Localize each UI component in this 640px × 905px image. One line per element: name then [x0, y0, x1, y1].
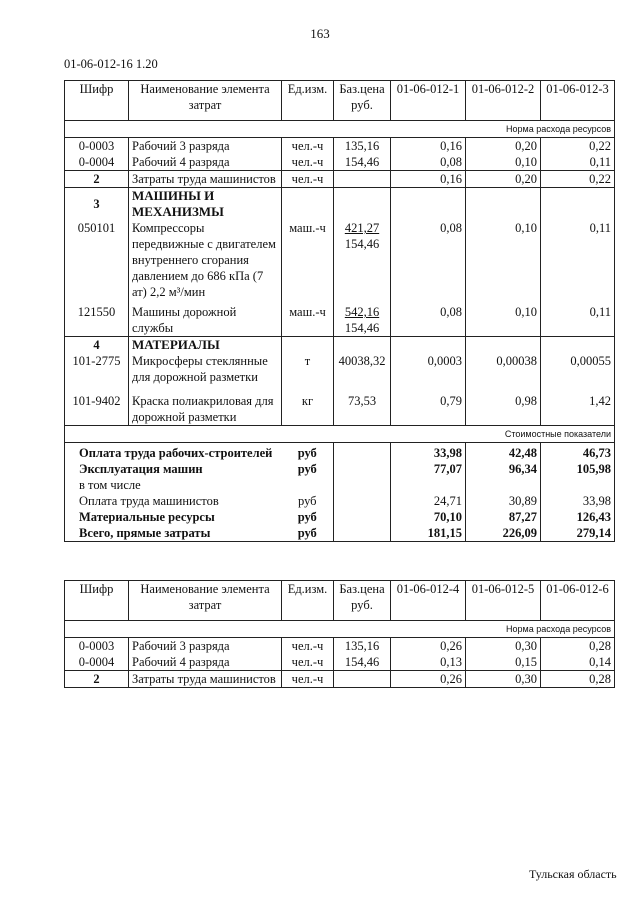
table-row — [65, 638, 615, 655]
resource-table-2 — [64, 580, 615, 688]
cost-label: Всего, прямые затраты — [65, 525, 282, 542]
row-unit: чел.-ч — [282, 671, 334, 688]
row-name: Рабочий 3 разряда — [129, 138, 282, 155]
section-code: 4 — [65, 337, 129, 354]
row-name: Микросферы стеклянные для дорожной разметки — [129, 353, 282, 393]
cost-value: 70,10 — [391, 509, 466, 525]
cost-row — [65, 493, 615, 509]
row-name: Затраты труда машинистов — [129, 171, 282, 188]
table-row — [65, 138, 615, 155]
table-row — [65, 220, 615, 304]
cost-value: 181,15 — [391, 525, 466, 542]
row-unit: маш.-ч — [282, 304, 334, 337]
row-value: 0,20 — [466, 138, 541, 155]
row-unit: чел.-ч — [282, 638, 334, 655]
row-price: 135,16 — [334, 638, 391, 655]
row-price — [334, 671, 391, 688]
region-label: Тульская область — [529, 867, 617, 881]
row-value: 0,26 — [391, 638, 466, 655]
row-name: Рабочий 4 разряда — [129, 654, 282, 671]
row-value: 0,08 — [391, 154, 466, 171]
cost-unit: руб — [282, 461, 334, 477]
norm-label-row — [65, 121, 615, 138]
cost-label: Материальные ресурсы — [65, 509, 282, 525]
row-unit: чел.-ч — [282, 171, 334, 188]
header-code: Шифр — [65, 81, 129, 121]
cost-value: 33,98 — [541, 493, 615, 509]
header-col-3: 01-06-012-3 — [541, 81, 615, 121]
cost-unit: руб — [282, 509, 334, 525]
row-unit: кг — [282, 393, 334, 426]
header-unit: Ед.изм. — [282, 81, 334, 121]
row-value: 0,26 — [391, 671, 466, 688]
norm-label: Норма расхода ресурсов — [65, 621, 615, 638]
section-title: МАШИНЫ И МЕХАНИЗМЫ — [129, 188, 282, 221]
table-row — [65, 353, 615, 393]
row-value: 0,22 — [541, 171, 615, 188]
cost-value: 105,98 — [541, 461, 615, 477]
table-header-row — [65, 81, 615, 121]
row-value: 0,16 — [391, 138, 466, 155]
cost-value: 30,89 — [466, 493, 541, 509]
cost-label: Стоимостные показатели — [65, 426, 615, 443]
section-row-machines — [65, 188, 615, 221]
table-row — [65, 171, 615, 188]
cost-row-total — [65, 525, 615, 542]
cost-value: 226,09 — [466, 525, 541, 542]
row-value: 0,08 — [391, 220, 466, 304]
row-code: 2 — [65, 671, 129, 688]
resource-table-1 — [64, 80, 615, 542]
row-value: 0,14 — [541, 654, 615, 671]
row-value: 0,11 — [541, 154, 615, 171]
row-price: 73,53 — [334, 393, 391, 426]
row-price — [334, 220, 391, 304]
cost-unit: руб — [282, 493, 334, 509]
row-value: 0,00038 — [466, 353, 541, 393]
row-value: 0,10 — [466, 154, 541, 171]
cost-value: 42,48 — [466, 443, 541, 462]
row-value: 0,13 — [391, 654, 466, 671]
row-value: 0,11 — [541, 304, 615, 337]
norm-label: Норма расхода ресурсов — [65, 121, 615, 138]
row-value: 0,15 — [466, 654, 541, 671]
row-code: 2 — [65, 171, 129, 188]
cost-label: в том числе — [65, 477, 282, 493]
header-col-5: 01-06-012-5 — [466, 581, 541, 621]
row-value: 0,30 — [466, 671, 541, 688]
row-value: 0,28 — [541, 671, 615, 688]
row-value: 0,98 — [466, 393, 541, 426]
row-name: Компрессоры передвижные с двигателем внутреннего сгорания давлением до 686 кПа (7 ат) 2,2 м³/мин — [129, 220, 282, 304]
row-code: 050101 — [65, 220, 129, 304]
row-code: 101-2775 — [65, 353, 129, 393]
row-value: 0,11 — [541, 220, 615, 304]
header-col-6: 01-06-012-6 — [541, 581, 615, 621]
row-value: 0,30 — [466, 638, 541, 655]
cost-label: Оплата труда рабочих-строителей — [65, 443, 282, 462]
row-price: 154,46 — [334, 154, 391, 171]
norm-label-row — [65, 621, 615, 638]
cost-row — [65, 461, 615, 477]
row-code: 0-0003 — [65, 638, 129, 655]
section-title: МАТЕРИАЛЫ — [129, 337, 282, 354]
row-value: 0,00055 — [541, 353, 615, 393]
cost-row — [65, 443, 615, 462]
cost-value: 77,07 — [391, 461, 466, 477]
header-price: Баз.цена руб. — [334, 581, 391, 621]
header-col-1: 01-06-012-1 — [391, 81, 466, 121]
cost-unit: руб — [282, 443, 334, 462]
cost-value: 87,27 — [466, 509, 541, 525]
price-machine: 421,27 — [344, 221, 380, 235]
table-row — [65, 154, 615, 171]
cost-row — [65, 509, 615, 525]
row-price: 154,46 — [334, 654, 391, 671]
row-value: 0,10 — [466, 304, 541, 337]
row-unit: чел.-ч — [282, 654, 334, 671]
row-value: 0,79 — [391, 393, 466, 426]
cost-value: 24,71 — [391, 493, 466, 509]
table-row — [65, 654, 615, 671]
price-operator: 154,46 — [344, 237, 380, 251]
cost-label-row — [65, 426, 615, 443]
price-machine: 542,16 — [344, 305, 380, 319]
row-code: 101-9402 — [65, 393, 129, 426]
header-col-4: 01-06-012-4 — [391, 581, 466, 621]
header-col-2: 01-06-012-2 — [466, 81, 541, 121]
row-code: 121550 — [65, 304, 129, 337]
row-value: 0,16 — [391, 171, 466, 188]
header-code: Шифр — [65, 581, 129, 621]
row-price: 135,16 — [334, 138, 391, 155]
cost-value: 33,98 — [391, 443, 466, 462]
cost-label: Эксплуатация машин — [65, 461, 282, 477]
row-price — [334, 304, 391, 337]
header-name: Наименование элемента затрат — [129, 81, 282, 121]
row-value: 1,42 — [541, 393, 615, 426]
row-unit: чел.-ч — [282, 138, 334, 155]
row-value: 0,08 — [391, 304, 466, 337]
table-header-row — [65, 581, 615, 621]
row-name: Машины дорожной службы — [129, 304, 282, 337]
cost-row — [65, 477, 615, 493]
row-unit: т — [282, 353, 334, 393]
row-price — [334, 171, 391, 188]
document-code: 01-06-012-16 1.20 — [64, 57, 158, 71]
cost-value: 279,14 — [541, 525, 615, 542]
table-row — [65, 393, 615, 426]
cost-unit: руб — [282, 525, 334, 542]
row-code: 0-0003 — [65, 138, 129, 155]
cost-value: 126,43 — [541, 509, 615, 525]
row-unit: маш.-ч — [282, 220, 334, 304]
section-code: 3 — [65, 188, 129, 221]
row-name: Рабочий 3 разряда — [129, 638, 282, 655]
header-name: Наименование элемента затрат — [129, 581, 282, 621]
row-name: Краска полиакриловая для дорожной разметки — [129, 393, 282, 426]
row-value: 0,22 — [541, 138, 615, 155]
row-value: 0,10 — [466, 220, 541, 304]
table-row — [65, 304, 615, 337]
row-unit: чел.-ч — [282, 154, 334, 171]
row-name: Затраты труда машинистов — [129, 671, 282, 688]
table-row — [65, 671, 615, 688]
row-price: 40038,32 — [334, 353, 391, 393]
section-row-materials — [65, 337, 615, 354]
page-number: 163 — [310, 26, 330, 41]
price-operator: 154,46 — [344, 321, 380, 335]
header-price: Баз.цена руб. — [334, 81, 391, 121]
cost-label: Оплата труда машинистов — [65, 493, 282, 509]
row-code: 0-0004 — [65, 154, 129, 171]
row-name: Рабочий 4 разряда — [129, 154, 282, 171]
row-value: 0,0003 — [391, 353, 466, 393]
row-value: 0,20 — [466, 171, 541, 188]
row-code: 0-0004 — [65, 654, 129, 671]
row-value: 0,28 — [541, 638, 615, 655]
cost-value: 96,34 — [466, 461, 541, 477]
cost-value: 46,73 — [541, 443, 615, 462]
header-unit: Ед.изм. — [282, 581, 334, 621]
